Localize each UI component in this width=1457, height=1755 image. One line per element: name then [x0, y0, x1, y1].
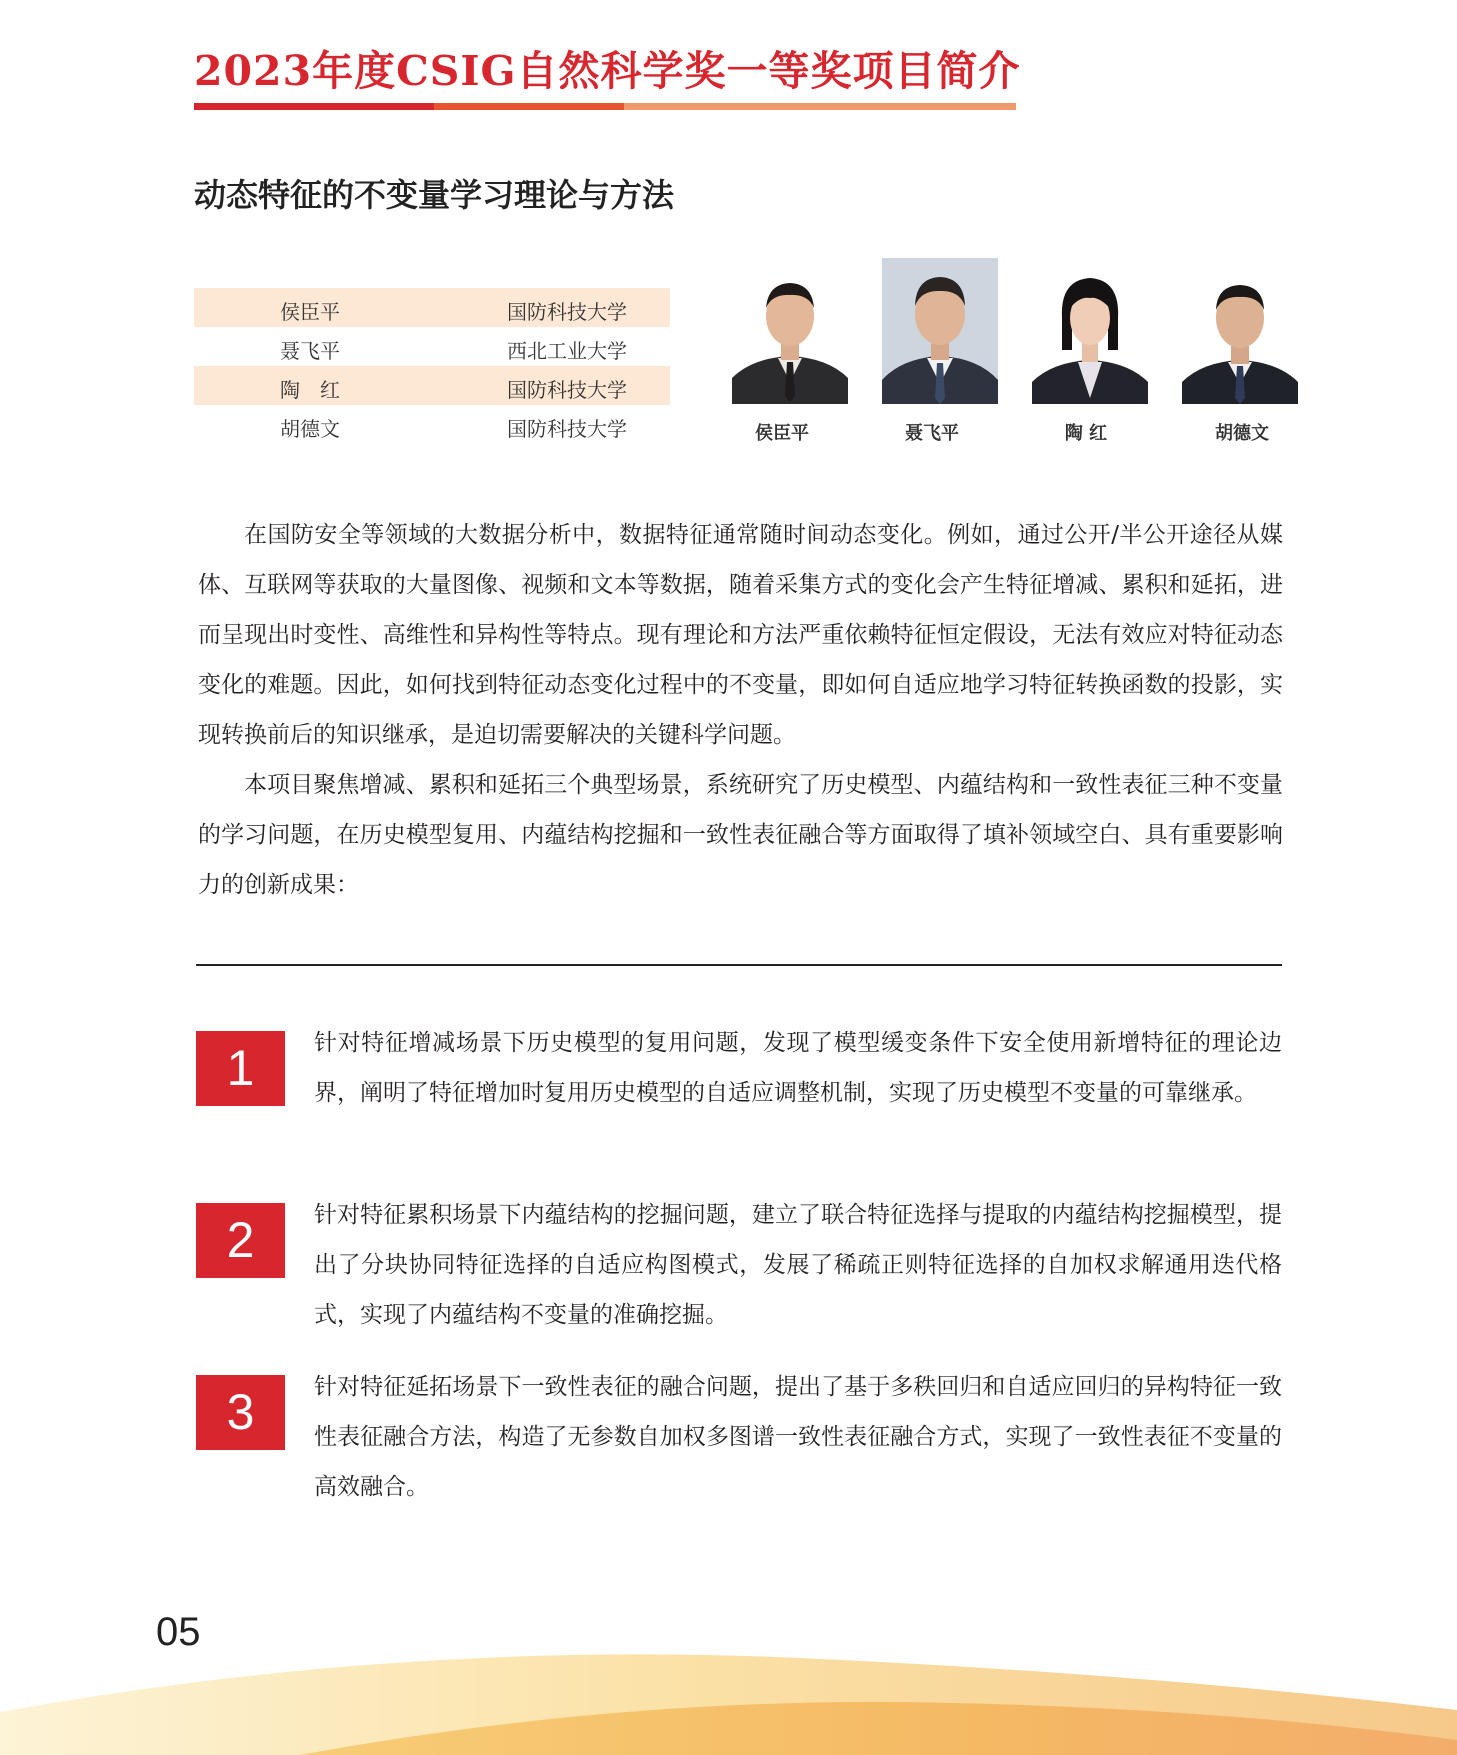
finding-text: 针对特征增减场景下历史模型的复用问题，发现了模型缓变条件下安全使用新增特征的理论边界，阐明了特征增加时复用历史模型的自适应调整机制，实现了历史模型不变量的可靠继承。 [314, 1030, 1282, 1106]
header-rule-segment [194, 103, 434, 110]
intro-paragraph: 在国防安全等领域的大数据分析中，数据特征通常随时间动态变化。例如，通过公开/半公开途径从媒体、互联网等获取的大量图像、视频和文本等数据，随着采集方式的变化会产生特征增减、累积和延拓，进而呈现出时变性、高维性和异构性等特点。现有理论和方法严重依赖特征恒定假设，无法有效应对特征动态变化的难题。因此，如何找到特征动态变化过程中的不变量，即如何自适应地学习特征转换函数的投影，实现转换前后的知识继承，是迫切需要解决的关键科学问题。 [198, 522, 1283, 748]
author-affiliation: 西北工业大学 [507, 339, 627, 363]
finding-text: 针对特征累积场景下内蕴结构的挖掘问题，建立了联合特征选择与提取的内蕴结构挖掘模型，提出了分块协同特征选择的自适应构图模式，发展了稀疏正则特征选择的自加权求解通用迭代格式，实现了内蕴结构不变量的准确挖掘。 [314, 1202, 1282, 1328]
header-accent-rule [194, 103, 1016, 110]
author-name: 聂飞平 [280, 339, 340, 363]
project-title: 动态特征的不变量学习理论与方法 [194, 176, 675, 214]
author-name: 侯臣平 [280, 300, 340, 324]
author-row [194, 327, 670, 366]
author-photo [1032, 258, 1148, 404]
finding-text: 针对特征延拓场景下一致性表征的融合问题，提出了基于多秩回归和自适应回归的异构特征一致性表征融合方法，构造了无参数自加权多图谱一致性表征融合方式，实现了一致性表征不变量的高效融合。 [314, 1374, 1282, 1500]
author-name: 胡德文 [280, 417, 340, 441]
intro-paragraph: 本项目聚焦增减、累积和延拓三个典型场景，系统研究了历史模型、内蕴结构和一致性表征三种不变量的学习问题，在历史模型复用、内蕴结构挖掘和一致性表征融合等方面取得了填补领域空白、具有重要影响力的创新成果： [198, 772, 1283, 898]
finding-number-badge: 3 [196, 1375, 285, 1450]
author-row [194, 405, 670, 444]
author-photo [732, 258, 848, 404]
header-rule-segment [624, 103, 1016, 110]
author-affiliation: 国防科技大学 [507, 378, 627, 402]
author-row [194, 288, 670, 327]
author-affiliation: 国防科技大学 [507, 300, 627, 324]
author-row [194, 366, 670, 405]
header-rule-segment [434, 103, 624, 110]
section-divider [196, 964, 1282, 966]
page-number: 05 [156, 1610, 201, 1654]
author-photo [1182, 258, 1298, 404]
decorative-wave [0, 1640, 1457, 1755]
author-affiliation: 国防科技大学 [507, 417, 627, 441]
section-header-title: 2023年度CSIG自然科学奖一等奖项目简介 [194, 47, 1021, 95]
photo-caption: 陶 红 [1064, 423, 1108, 444]
photo-caption: 胡德文 [1215, 423, 1269, 444]
author-photo [882, 258, 998, 404]
photo-caption: 侯臣平 [755, 423, 809, 444]
finding-number-badge: 1 [196, 1031, 285, 1106]
author-name: 陶 红 [280, 378, 340, 402]
author-table [194, 288, 670, 444]
photo-caption: 聂飞平 [905, 423, 959, 444]
finding-number-badge: 2 [196, 1203, 285, 1278]
